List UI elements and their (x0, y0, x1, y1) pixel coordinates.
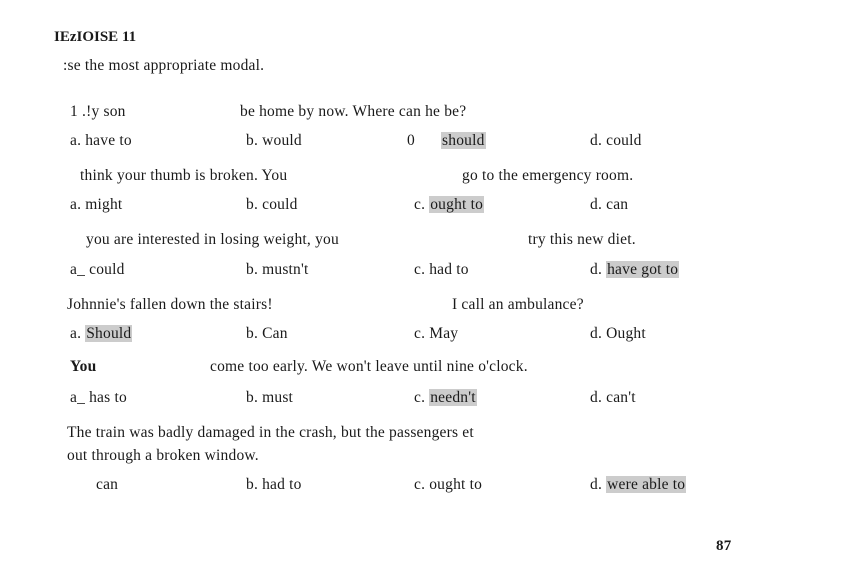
question-1-option-d[interactable]: d. could (590, 132, 642, 149)
selected-answer-highlight: have got to (607, 261, 679, 278)
selected-answer-highlight: Should (86, 325, 132, 342)
question-5-option-d[interactable]: d. can't (590, 389, 636, 406)
question-4-option-c[interactable]: c. May (414, 325, 459, 342)
option-text: could (89, 261, 125, 278)
question-4-option-a[interactable]: a. Should (70, 325, 132, 342)
option-text: Can (262, 325, 288, 342)
option-text: had to (429, 261, 469, 278)
option-text: Ought (606, 325, 646, 342)
question-2-option-b[interactable]: b. could (246, 196, 298, 213)
question-1-part-1: 1 .!y son (70, 103, 126, 120)
question-3-part-1: you are interested in losing weight, you (86, 231, 339, 248)
selected-answer-highlight: ought to (430, 196, 484, 213)
question-4-option-d[interactable]: d. Ought (590, 325, 646, 342)
option-text: can (606, 196, 629, 213)
question-3-part-2: try this new diet. (528, 231, 636, 248)
question-2-option-c[interactable]: c. ought to (414, 196, 484, 213)
question-4-part-1: Johnnie's fallen down the stairs! (67, 296, 273, 313)
question-1-option-b[interactable]: b. would (246, 132, 302, 149)
question-5-option-b[interactable]: b. must (246, 389, 294, 406)
question-2-option-a[interactable]: a. might (70, 196, 123, 213)
question-4-option-b[interactable]: b. Can (246, 325, 288, 342)
question-5-part-2: come too early. We won't leave until nine o'clock. (210, 358, 528, 375)
question-3-option-a[interactable]: a_ could (70, 261, 125, 278)
selected-answer-highlight: were able to (607, 476, 686, 493)
question-2-part-2: go to the emergency room. (462, 167, 634, 184)
question-6-part-2: out through a broken window. (67, 447, 259, 464)
option-text: might (85, 196, 123, 213)
question-6-option-d[interactable]: d. were able to (590, 476, 686, 493)
question-2-part-1: think your thumb is broken. You (80, 167, 288, 184)
question-6-part-1: The train was badly damaged in the crash, but the passengers et (67, 424, 474, 441)
option-text: have to (85, 132, 132, 149)
question-1-part-2: be home by now. Where can he be? (240, 103, 467, 120)
option-text: ought to (429, 476, 483, 493)
question-1-option-c[interactable]: 0 should (407, 132, 485, 149)
question-3-option-b[interactable]: b. mustn't (246, 261, 309, 278)
question-5-option-a[interactable]: a_ has to (70, 389, 127, 406)
option-text: would (262, 132, 302, 149)
option-text: May (429, 325, 459, 342)
option-text: could (606, 132, 642, 149)
question-3-option-d[interactable]: d. have got to (590, 261, 679, 278)
option-text: has to (89, 389, 127, 406)
question-2-option-d[interactable]: d. can (590, 196, 629, 213)
question-1-option-a[interactable]: a. have to (70, 132, 132, 149)
question-6-option-c[interactable]: c. ought to (414, 476, 483, 493)
question-4-part-2: I call an ambulance? (452, 296, 584, 313)
exercise-title: IEzIOISE 11 (54, 29, 137, 45)
option-text: must (262, 389, 294, 406)
question-3-option-c[interactable]: c. had to (414, 261, 469, 278)
selected-answer-highlight: needn't (430, 389, 476, 406)
exercise-instruction: :se the most appropriate modal. (63, 57, 265, 74)
question-5-part-1: You (70, 358, 97, 375)
option-text: had to (262, 476, 302, 493)
option-text: mustn't (262, 261, 309, 278)
option-text: can't (606, 389, 636, 406)
option-text: could (262, 196, 298, 213)
question-6-option-b[interactable]: b. had to (246, 476, 302, 493)
selected-answer-highlight: should (442, 132, 485, 149)
page-number: 87 (716, 538, 732, 554)
option-text: can (96, 476, 119, 493)
question-5-option-c[interactable]: c. needn't (414, 389, 476, 406)
question-6-option-a[interactable] (96, 475, 118, 495)
